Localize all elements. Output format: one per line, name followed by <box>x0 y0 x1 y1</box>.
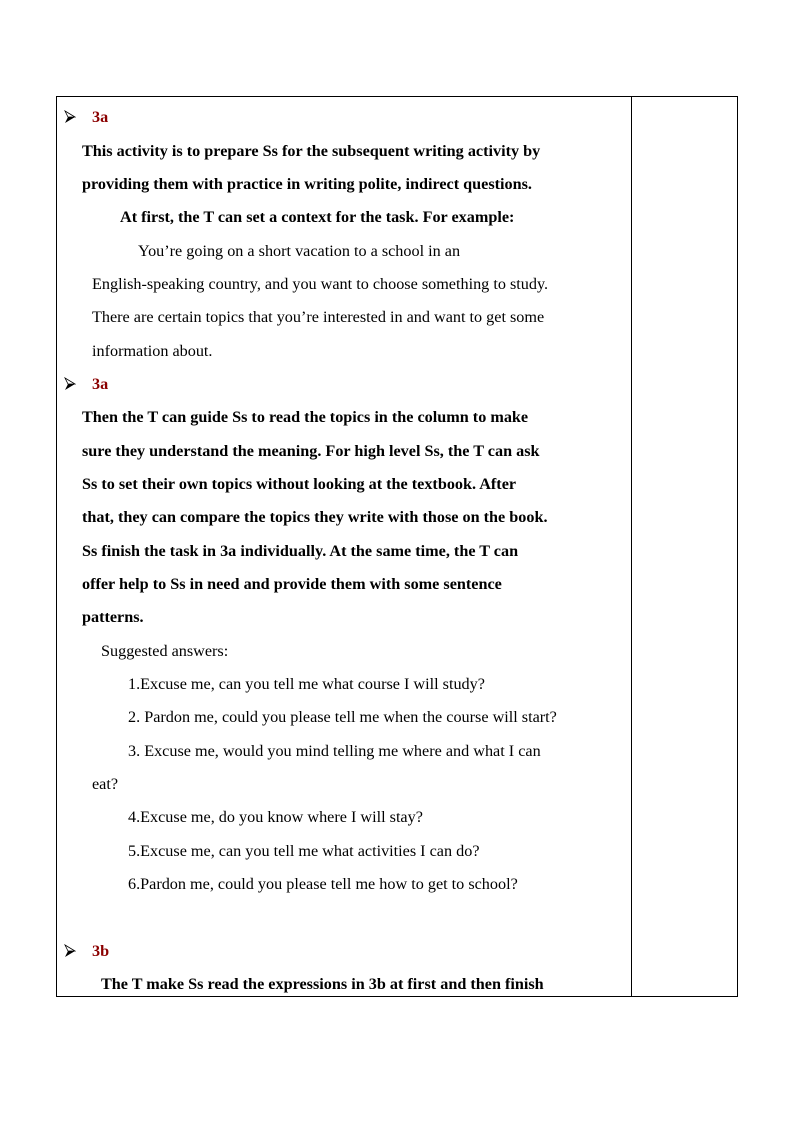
text-line: information about. <box>92 342 213 360</box>
text-line: English-speaking country, and you want to choose something to study. <box>92 275 549 293</box>
text-line: 1.Excuse me, can you tell me what course I will study? <box>128 675 485 693</box>
section-heading: 3b <box>92 942 110 960</box>
text-line: providing them with practice in writing polite, indirect questions. <box>82 175 532 193</box>
text-line: Ss to set their own topics without looking at the textbook. After <box>82 475 517 493</box>
text-line: patterns. <box>82 608 144 626</box>
text-line: At first, the T can set a context for the task. For example: <box>120 208 515 226</box>
text-line: 5.Excuse me, can you tell me what activities I can do? <box>128 842 480 860</box>
text-line: There are certain topics that you’re interested in and want to get some <box>92 308 545 326</box>
text-line: 4.Excuse me, do you know where I will stay? <box>128 808 423 826</box>
text-line: sure they understand the meaning. For high level Ss, the T can ask <box>82 442 540 460</box>
section-heading: 3a <box>92 375 109 393</box>
text-line: 3. Excuse me, would you mind telling me where and what I can <box>128 742 541 760</box>
text-line: You’re going on a short vacation to a school in an <box>138 242 461 260</box>
text-line: This activity is to prepare Ss for the subsequent writing activity by <box>82 142 541 160</box>
text-line: offer help to Ss in need and provide them with some sentence <box>82 575 502 593</box>
bullet-arrow-icon <box>64 110 76 124</box>
text-line: 2. Pardon me, could you please tell me when the course will start? <box>128 708 557 726</box>
text-line: that, they can compare the topics they write with those on the book. <box>82 508 548 526</box>
section-heading: 3a <box>92 108 109 126</box>
text-line: Suggested answers: <box>101 642 229 660</box>
text-line: Ss finish the task in 3a individually. At the same time, the T can <box>82 542 519 560</box>
text-line: The T make Ss read the expressions in 3b at first and then finish <box>101 975 544 993</box>
text-line: eat? <box>92 775 119 793</box>
text-line: 6.Pardon me, could you please tell me how to get to school? <box>128 875 518 893</box>
bullet-arrow-icon <box>64 377 76 391</box>
bullet-arrow-icon <box>64 944 76 958</box>
column-divider <box>631 97 632 996</box>
text-line: Then the T can guide Ss to read the topics in the column to make <box>82 408 529 426</box>
